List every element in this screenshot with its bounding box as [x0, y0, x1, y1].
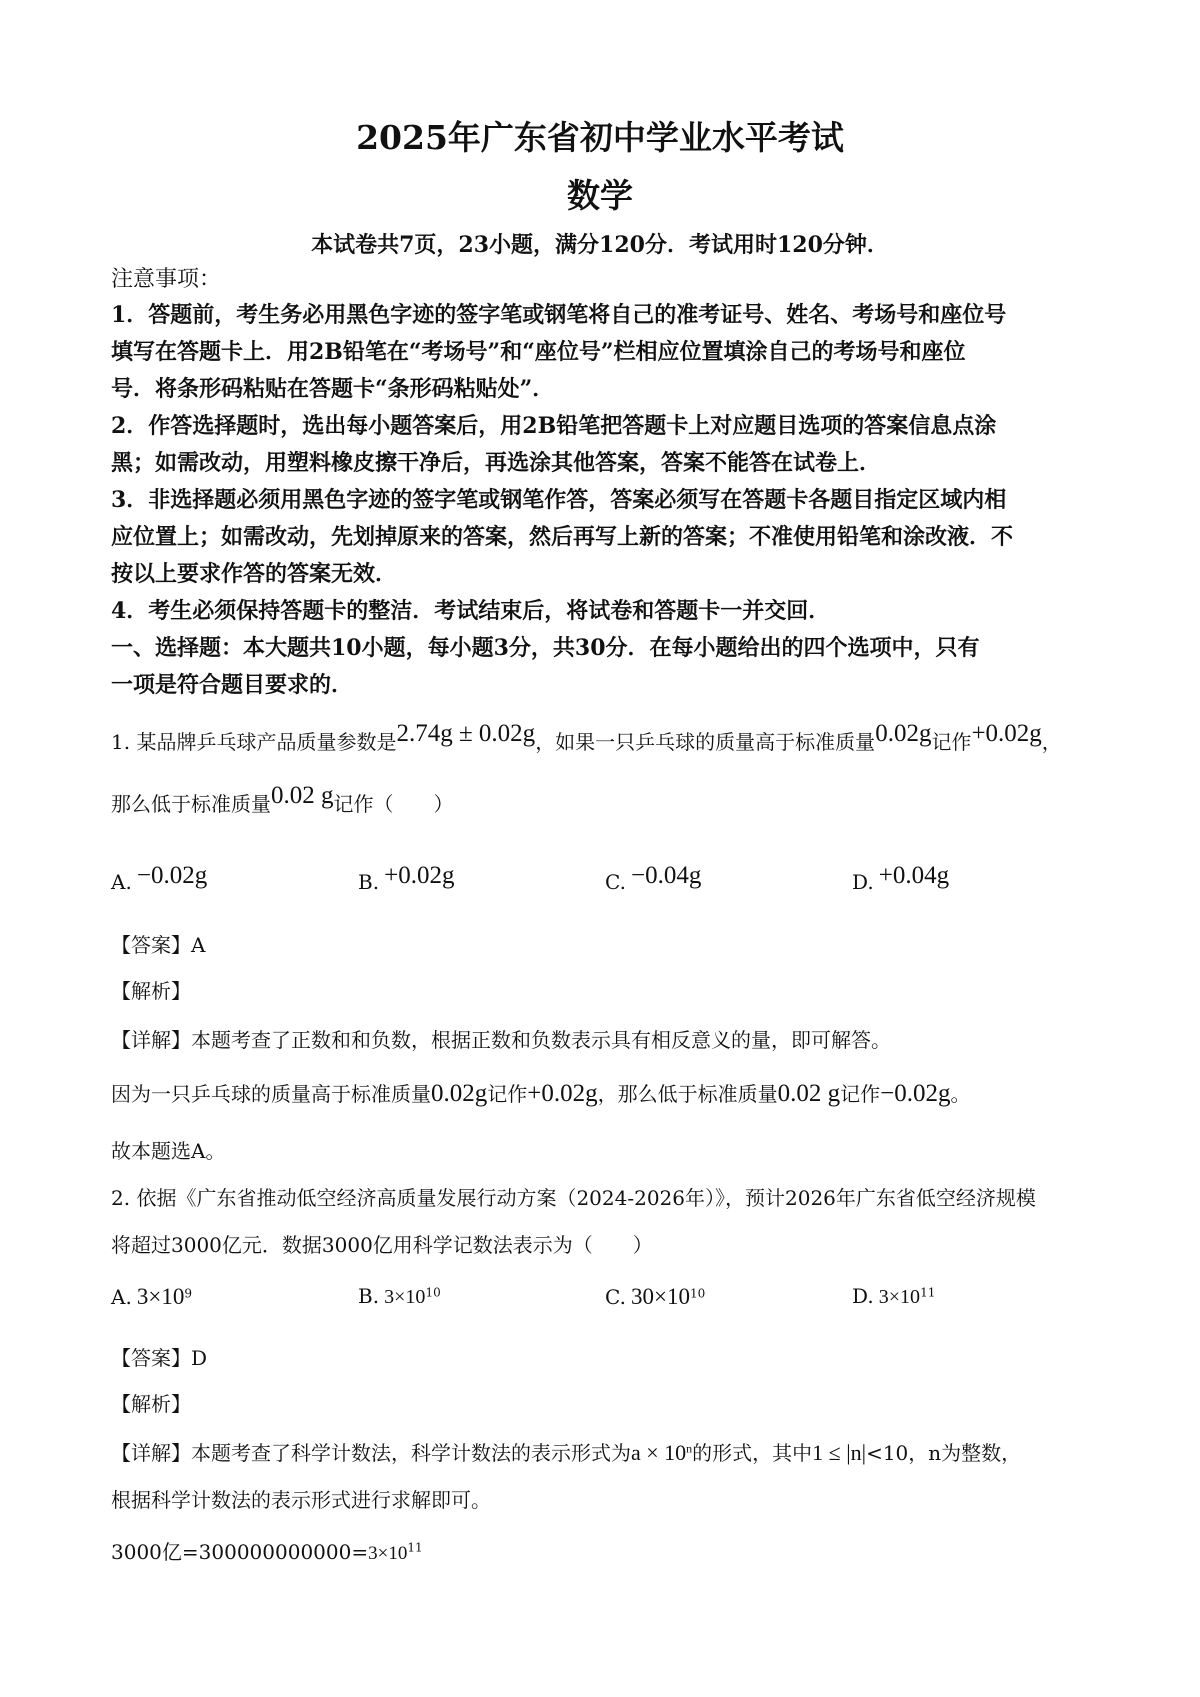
question-1-text: 那么低于标准质量0.02 g记作（ ）	[111, 782, 454, 816]
option-b: B. +0.02g	[358, 862, 455, 894]
question-2-text: 将超过3000亿元．数据3000亿用科学记数法表示为（ ）	[111, 1233, 653, 1257]
option-a: A. $3\times 10^9$	[111, 1284, 193, 1309]
notice-line: 按以上要求作答的答案无效．	[111, 561, 398, 587]
option-b: B. $3\times 10^{10}$	[358, 1284, 441, 1308]
math-expression: 2.74g ± 0.02g	[396, 720, 536, 747]
conclusion-text: 故本题选A。	[111, 1139, 226, 1163]
math-expression: 0.02 g	[271, 782, 334, 809]
notice-line: 应位置上；如需改动，先划掉原来的答案，然后再写上新的答案；不准使用铅笔和涂改液．不	[111, 524, 1014, 550]
math-expression: +0.02g	[971, 720, 1042, 747]
explanation-text: 因为一只乒乓球的质量高于标准质量0.02g记作+0.02g，那么低于标准质量0.02 g记作−0.02g。	[111, 1080, 971, 1107]
notice-line: 2．作答选择题时，选出每小题答案后，用2B铅笔把答题卡上对应题目选项的答案信息点涂	[111, 413, 997, 439]
option-a: A. −0.02g	[111, 862, 208, 894]
notice-line: 号．将条形码粘贴在答题卡“条形码粘贴处”．	[111, 376, 555, 402]
section-heading: 一项是符合题目要求的．	[111, 672, 354, 698]
answer-line: 【答案】A	[111, 933, 206, 957]
answer-line: 【答案】D	[111, 1346, 208, 1370]
math-expression: 0.02g	[875, 720, 932, 747]
notice-heading: 注意事项：	[111, 267, 222, 292]
question-1-text: 1. 某品牌乒乓球产品质量参数是2.74g ± 0.02g，如果一只乒乓球的质量高于标准质量0.02g记作+0.02g，	[111, 720, 1062, 754]
option-d: D. $3\times 10^{11}$	[852, 1284, 936, 1308]
notice-line: 1．答题前，考生务必用黑色字迹的签字笔或钢笔将自己的准考证号、姓名、考场号和座位号	[111, 302, 1007, 328]
option-c: C. $30\times 10^{10}$	[605, 1284, 706, 1309]
detail-text: 根据科学计数法的表示形式进行求解即可。	[111, 1488, 491, 1512]
detail-text: 【详解】本题考查了正数和和负数，根据正数和负数表示具有相反意义的量，即可解答。	[111, 1028, 891, 1052]
notice-line: 黑；如需改动，用塑料橡皮擦干净后，再选涂其他答案，答案不能答在试卷上．	[111, 450, 882, 476]
section-heading: 一、选择题：本大题共10小题，每小题3分，共30分．在每小题给出的四个选项中，只有	[111, 635, 980, 661]
analysis-label: 【解析】	[111, 1392, 191, 1416]
detail-text: 【详解】本题考查了科学计数法，科学计数法的表示形式为$a \times 10^n$的形式，其中1 ≤ |n|<10，n为整数，	[111, 1440, 1022, 1465]
exam-title: 2025年广东省初中学业水平考试	[356, 118, 844, 157]
notice-line: 4．考生必须保持答题卡的整洁．考试结束后，将试卷和答题卡一并交回．	[111, 598, 831, 624]
question-2-text: 2. 依据《广东省推动低空经济高质量发展行动方案（2024-2026年）》，预计2026年广东省低空经济规模	[111, 1186, 1036, 1210]
notice-line: 填写在答题卡上．用2B铅笔在“考场号”和“座位号”栏相应位置填涂自己的考场号和座位	[111, 339, 966, 365]
option-d: D. +0.04g	[852, 862, 950, 894]
exam-info: 本试卷共7页，23小题，满分120分．考试用时120分钟．	[311, 232, 889, 258]
calculation-line: 3000亿$=300000000000=3\times 10^{11}$	[111, 1540, 423, 1564]
analysis-label: 【解析】	[111, 979, 191, 1003]
subject-title: 数学	[567, 176, 633, 215]
notice-line: 3．非选择题必须用黑色字迹的签字笔或钢笔作答，答案必须写在答题卡各题目指定区域内相	[111, 487, 1007, 513]
option-c: C. −0.04g	[605, 862, 702, 894]
